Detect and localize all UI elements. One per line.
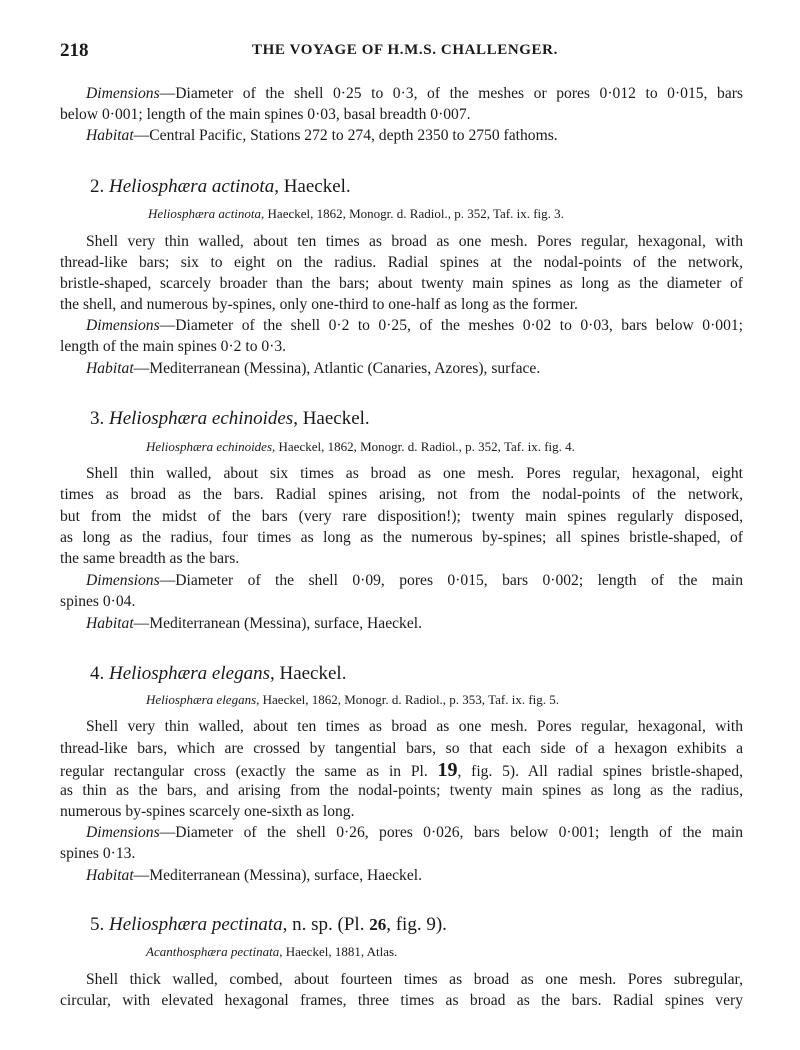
species-2-heading: 2. Heliosphæra actinota, Haeckel. [90,176,351,197]
species-5-reference: Acanthosphæra pectinata, Haeckel, 1881, Atlas. [146,944,398,959]
species-2-desc-3: bristle-shaped, scarcely broader than the bars; about twenty main spines as long as the diameter of [60,275,743,292]
species-3-dimensions-2: spines 0·04. [60,593,136,610]
species-3-desc-3: but from the midst of the bars (very rare disposition!); twenty main spines regularly disposed, [60,508,743,525]
top-dimensions-line-2: below 0·001; length of the main spines 0·03, basal breadth 0·007. [60,106,471,123]
species-3-desc-5: the same breadth as the bars. [60,550,240,567]
running-title: THE VOYAGE OF H.M.S. CHALLENGER. [252,42,558,58]
species-2-dimensions-2: length of the main spines 0·2 to 0·3. [60,338,287,355]
habitat-label: Habitat [86,127,134,144]
top-dimensions-line-1: Dimensions—Diameter of the shell 0·25 to 0·3, of the meshes or pores 0·012 to 0·015, bars [86,85,743,102]
species-4-desc-1: Shell very thin walled, about ten times as broad as one mesh. Pores regular, hexagonal, with [86,718,743,735]
page-number: 218 [60,40,89,61]
species-4-desc-5: numerous by-spines scarcely one-sixth as long. [60,803,355,820]
species-3-desc-2: times as broad as the bars. Radial spines arising, not from the nodal-points of the network, [60,486,743,503]
species-3-dimensions-1: Dimensions—Diameter of the shell 0·09, pores 0·015, bars 0·002; length of the main [86,572,743,589]
species-4-habitat: Habitat—Mediterranean (Messina), surface, Haeckel. [86,867,423,884]
species-4-reference: Heliosphæra elegans, Haeckel, 1862, Monogr. d. Radiol., p. 353, Taf. ix. fig. 5. [146,692,560,707]
species-3-heading: 3. Heliosphæra echinoides, Haeckel. [90,408,370,429]
species-3-desc-4: as long as the radius, four times as long as the numerous by-spines; all spines bristle-shaped, of [60,529,743,546]
species-2-habitat: Habitat—Mediterranean (Messina), Atlantic (Canaries, Azores), surface. [86,360,541,377]
species-3-habitat: Habitat—Mediterranean (Messina), surface, Haeckel. [86,615,423,632]
species-2-desc-2: thread-like bars; six to eight on the radius. Radial spines at the nodal-points of the network, [60,254,743,271]
species-2-desc-4: the shell, and numerous by-spines, only one-third to one-half as long as the former. [60,296,578,313]
species-4-desc-3: regular rectangular cross (exactly the same as in Pl. 19, fig. 5). All radial spines bristle-shaped, [60,759,743,781]
species-2-dimensions-1: Dimensions—Diameter of the shell 0·2 to 0·25, of the meshes 0·02 to 0·03, bars below 0·001; [86,317,743,334]
page-header [60,40,750,64]
plate-26-number: 26 [369,915,387,934]
top-habitat: Habitat—Central Pacific, Stations 272 to 274, depth 2350 to 2750 fathoms. [86,127,558,144]
species-3-desc-1: Shell thin walled, about six times as broad as one mesh. Pores regular, hexagonal, eight [86,465,743,482]
species-5-desc-2: circular, with elevated hexagonal frames, three times as broad as the bars. Radial spines very [60,992,743,1009]
species-4-desc-4: as thin as the bars, and arising from the nodal-points; twenty main spines as long as the radius, [60,782,743,799]
species-4-desc-2: thread-like bars, which are crossed by tangential bars, so that each side of a hexagon exhibits a [60,740,743,757]
species-5-desc-1: Shell thick walled, combed, about fourteen times as broad as one mesh. Pores subregular, [86,971,743,988]
species-4-dimensions-1: Dimensions—Diameter of the shell 0·26, pores 0·026, bars below 0·001; length of the main [86,824,743,841]
species-2-desc-1: Shell very thin walled, about ten times as broad as one mesh. Pores regular, hexagonal, with [86,233,743,250]
plate-19-number: 19 [437,759,458,781]
species-2-reference: Heliosphæra actinota, Haeckel, 1862, Monogr. d. Radiol., p. 352, Taf. ix. fig. 3. [148,206,564,221]
dimensions-label: Dimensions [86,85,160,102]
species-4-heading: 4. Heliosphæra elegans, Haeckel. [90,663,347,684]
species-5-heading: 5. Heliosphæra pectinata, n. sp. (Pl. 26, fig. 9). [90,914,447,935]
species-4-dimensions-2: spines 0·13. [60,845,136,862]
species-3-reference: Heliosphæra echinoides, Haeckel, 1862, Monogr. d. Radiol., p. 352, Taf. ix. fig. 4. [146,439,575,454]
